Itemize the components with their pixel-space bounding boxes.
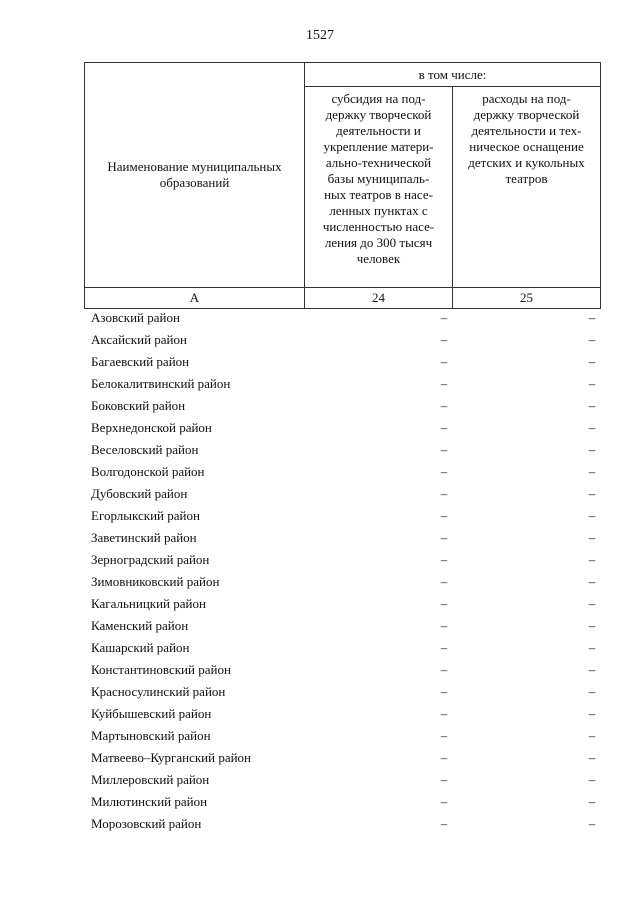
value-col-24: – [440, 354, 448, 369]
municipality-name: Зимовниковский район [91, 574, 220, 589]
header-line: ных театров в насе- [324, 187, 433, 202]
table-row [84, 505, 601, 527]
header-line: численностью насе- [322, 219, 435, 234]
value-col-24: – [440, 662, 448, 677]
table-row [84, 637, 601, 659]
municipality-name: Куйбышевский район [91, 706, 212, 721]
value-col-24: – [440, 420, 448, 435]
table-row [84, 461, 601, 483]
value-col-24: – [440, 794, 448, 809]
value-col-24: – [440, 596, 448, 611]
value-col-24: – [440, 574, 448, 589]
header-line: укрепление матери- [323, 139, 434, 154]
municipality-name: Азовский район [91, 310, 180, 325]
municipality-name: Миллеровский район [91, 772, 210, 787]
value-col-25: – [588, 376, 596, 391]
table-row [84, 615, 601, 637]
value-col-24: – [440, 508, 448, 523]
header-line: ническое оснащение [469, 139, 584, 154]
value-col-25: – [588, 464, 596, 479]
value-col-25: – [588, 618, 596, 633]
value-col-25: – [588, 662, 596, 677]
table-row [84, 483, 601, 505]
value-col-24: – [440, 706, 448, 721]
table-row [84, 703, 601, 725]
municipality-name: Мартыновский район [91, 728, 211, 743]
column-25-header [453, 87, 601, 288]
value-col-25: – [588, 442, 596, 457]
value-col-25: – [588, 354, 596, 369]
header-line: держку творческой [473, 107, 580, 122]
value-col-25: – [588, 508, 596, 523]
table-header [84, 62, 601, 309]
value-col-25: – [588, 816, 596, 831]
table-row [84, 571, 601, 593]
column-24-header [305, 87, 453, 288]
table-row [84, 769, 601, 791]
value-col-25: – [588, 750, 596, 765]
header-line: ления до 300 тысяч [324, 235, 433, 250]
value-col-24: – [440, 552, 448, 567]
value-col-24: – [440, 750, 448, 765]
table-row [84, 329, 601, 351]
table-row [84, 439, 601, 461]
column-index-24: 24 [305, 288, 453, 309]
value-col-24: – [440, 684, 448, 699]
table-row [84, 813, 601, 835]
value-col-24: – [440, 442, 448, 457]
value-col-25: – [588, 574, 596, 589]
municipality-name: Боковский район [91, 398, 186, 413]
value-col-25: – [588, 794, 596, 809]
municipality-name: Зерноградский район [91, 552, 210, 567]
value-col-25: – [588, 772, 596, 787]
table-row [84, 681, 601, 703]
value-col-25: – [588, 728, 596, 743]
header-line: ально-технической [325, 155, 432, 170]
value-col-24: – [440, 398, 448, 413]
municipality-name: Константиновский район [91, 662, 231, 677]
value-col-24: – [440, 530, 448, 545]
table-row [84, 417, 601, 439]
value-col-25: – [588, 310, 596, 325]
column-index-25: 25 [453, 288, 601, 309]
group-header: в том числе: [305, 63, 601, 87]
municipality-name: Матвеево–Курганский район [91, 750, 252, 765]
table-row [84, 549, 601, 571]
value-col-25: – [588, 332, 596, 347]
value-col-24: – [440, 728, 448, 743]
value-col-24: – [440, 332, 448, 347]
page-number: 1527 [306, 28, 334, 43]
column-index-a: А [85, 288, 305, 309]
municipality-name: Милютинский район [91, 794, 208, 809]
table-row [84, 747, 601, 769]
value-col-24: – [440, 640, 448, 655]
value-col-24: – [440, 486, 448, 501]
header-line: держку творческой [325, 107, 432, 122]
value-col-25: – [588, 420, 596, 435]
name-column-header: Наименование муниципальных образований [85, 63, 305, 288]
header-line: детских и кукольных [468, 155, 585, 170]
table-row [84, 659, 601, 681]
table-row [84, 527, 601, 549]
value-col-24: – [440, 376, 448, 391]
value-col-25: – [588, 486, 596, 501]
municipality-name: Кагальницкий район [91, 596, 206, 611]
municipality-name: Заветинский район [91, 530, 197, 545]
value-col-24: – [440, 464, 448, 479]
value-col-24: – [440, 772, 448, 787]
municipality-name: Дубовский район [91, 486, 188, 501]
value-col-24: – [440, 618, 448, 633]
header-line: базы муниципаль- [327, 171, 430, 186]
table-row [84, 373, 601, 395]
table-row [84, 395, 601, 417]
value-col-25: – [588, 706, 596, 721]
header-line: деятельности и тех- [471, 123, 582, 138]
value-col-24: – [440, 816, 448, 831]
municipality-name: Багаевский район [91, 354, 190, 369]
municipality-name: Морозовский район [91, 816, 202, 831]
table-row [84, 593, 601, 615]
value-col-25: – [588, 552, 596, 567]
table-body [84, 307, 601, 835]
header-line: ленных пунктах с [329, 203, 428, 218]
table-row [84, 725, 601, 747]
municipality-name: Аксайский район [91, 332, 187, 347]
header-line: субсидия на под- [331, 91, 426, 106]
header-line: человек [356, 251, 401, 266]
value-col-25: – [588, 684, 596, 699]
municipality-name: Кашарский район [91, 640, 190, 655]
municipality-name: Красносулинский район [91, 684, 226, 699]
municipality-name: Егорлыкский район [91, 508, 200, 523]
municipality-name: Белокалитвинский район [91, 376, 231, 391]
value-col-25: – [588, 640, 596, 655]
value-col-24: – [440, 310, 448, 325]
value-col-25: – [588, 596, 596, 611]
value-col-25: – [588, 398, 596, 413]
table-row [84, 351, 601, 373]
header-line: театров [505, 171, 548, 186]
table-row [84, 307, 601, 329]
municipality-name: Верхнедонской район [91, 420, 212, 435]
municipality-name: Волгодонской район [91, 464, 205, 479]
table-row [84, 791, 601, 813]
municipality-name: Каменский район [91, 618, 189, 633]
header-line: деятельности и [336, 123, 421, 138]
value-col-25: – [588, 530, 596, 545]
municipality-name: Веселовский район [91, 442, 199, 457]
header-line: расходы на под- [482, 91, 571, 106]
